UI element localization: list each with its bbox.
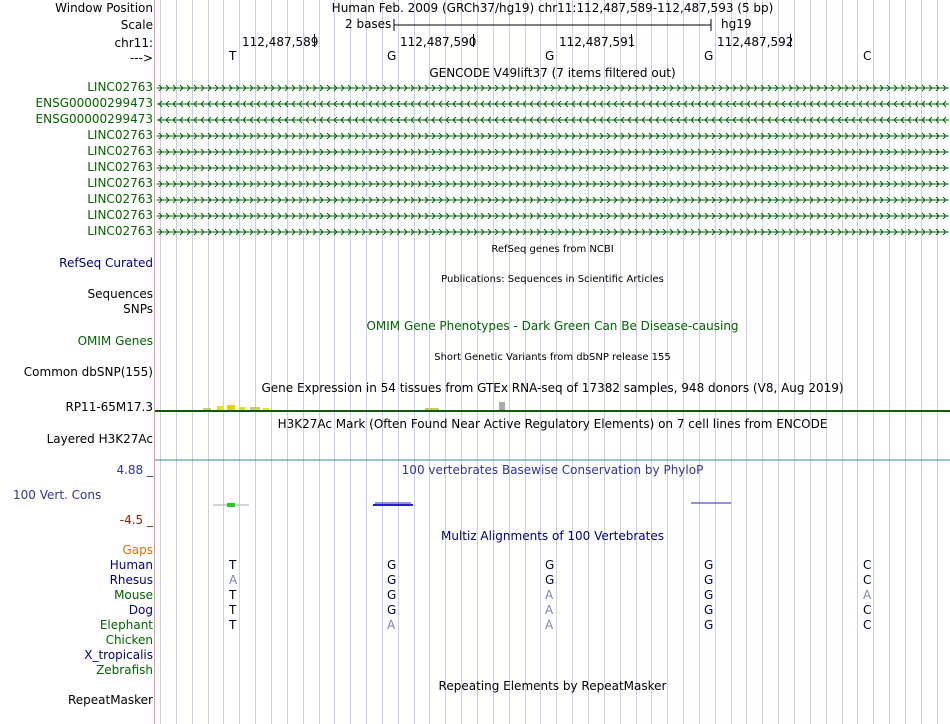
- coord-1: 112,487,590: [400, 35, 477, 49]
- base-3: G: [704, 49, 714, 63]
- multiz-base: G: [704, 618, 714, 632]
- repeatmasker-track-title[interactable]: Repeating Elements by RepeatMasker: [438, 679, 667, 693]
- multiz-base: G: [704, 558, 714, 572]
- gencode-track-label[interactable]: ENSG00000299473: [35, 96, 153, 110]
- refseq-track-title[interactable]: RefSeq genes from NCBI: [491, 244, 614, 255]
- base-4: C: [863, 49, 872, 63]
- gencode-track-label[interactable]: LINC02763: [87, 144, 153, 158]
- coord-ticks: [0, 34, 950, 50]
- multiz-base: G: [704, 603, 714, 617]
- gencode-track-label[interactable]: LINC02763: [87, 80, 153, 94]
- base-1: G: [387, 49, 397, 63]
- gencode-track-label[interactable]: ENSG00000299473: [35, 112, 153, 126]
- gencode-transcript-line[interactable]: [157, 82, 949, 94]
- h3k27ac-track-label[interactable]: Layered H3K27Ac: [46, 432, 153, 446]
- scale-bar: [393, 17, 715, 33]
- coord-3: 112,487,592: [717, 35, 794, 49]
- gencode-transcript-line[interactable]: [157, 146, 949, 158]
- base-2: G: [545, 49, 555, 63]
- multiz-base: G: [387, 588, 397, 602]
- gencode-transcript-line[interactable]: [157, 162, 949, 174]
- publications-sequences-label[interactable]: Sequences: [87, 287, 153, 301]
- window-position-label: Window Position: [55, 1, 153, 15]
- omim-track-title[interactable]: OMIM Gene Phenotypes - Dark Green Can Be Disease-causing: [366, 319, 739, 333]
- multiz-base: G: [387, 558, 397, 572]
- strand-label: --->: [129, 51, 153, 65]
- multiz-base: G: [387, 603, 397, 617]
- multiz-base: A: [229, 573, 238, 587]
- phylop-track-title[interactable]: 100 vertebrates Basewise Conservation by PhyloP: [401, 463, 704, 477]
- gencode-transcript-line[interactable]: [157, 178, 949, 190]
- multiz-base: A: [387, 618, 396, 632]
- phylop-track-label[interactable]: 100 Vert. Cons: [13, 488, 102, 502]
- multiz-track-title[interactable]: Multiz Alignments of 100 Vertebrates: [440, 529, 665, 543]
- refseq-track-label[interactable]: RefSeq Curated: [59, 256, 153, 270]
- multiz-species-label[interactable]: Human: [109, 558, 153, 572]
- gencode-track-title[interactable]: GENCODE V49lift37 (7 items filtered out): [429, 66, 676, 80]
- chrom-label: chr11:: [114, 36, 153, 50]
- gencode-transcript-line[interactable]: [157, 226, 949, 238]
- scale-label: Scale: [120, 18, 153, 32]
- gtex-bars: [155, 400, 950, 416]
- assembly-position-text[interactable]: Human Feb. 2009 (GRCh37/hg19) chr11:112,487,589-112,487,593 (5 bp): [331, 1, 774, 15]
- multiz-species-label[interactable]: Dog: [128, 603, 153, 617]
- multiz-species-label[interactable]: Zebrafish: [96, 663, 153, 677]
- multiz-base: T: [229, 603, 237, 617]
- multiz-base: G: [704, 588, 714, 602]
- multiz-species-label[interactable]: Elephant: [99, 618, 153, 632]
- gencode-transcript-line[interactable]: [157, 194, 949, 206]
- multiz-base: C: [863, 618, 872, 632]
- gencode-transcript-line[interactable]: [157, 98, 949, 110]
- multiz-base: G: [545, 558, 555, 572]
- h3k27ac-track-title[interactable]: H3K27Ac Mark (Often Found Near Active Regulatory Elements) on 7 cell lines from ENCODE: [277, 417, 828, 431]
- gencode-track-label[interactable]: LINC02763: [87, 208, 153, 222]
- gencode-transcript-line[interactable]: [157, 114, 949, 126]
- multiz-base: T: [229, 558, 237, 572]
- dbsnp-track-title[interactable]: Short Genetic Variants from dbSNP release 155: [434, 352, 671, 363]
- multiz-base: A: [863, 588, 872, 602]
- multiz-base: G: [545, 573, 555, 587]
- multiz-species-label[interactable]: Rhesus: [109, 573, 153, 587]
- publications-track-title[interactable]: Publications: Sequences in Scientific Articles: [441, 274, 664, 285]
- multiz-species-label[interactable]: Mouse: [114, 588, 153, 602]
- coord-2: 112,487,591: [559, 35, 636, 49]
- coord-0: 112,487,589: [242, 35, 319, 49]
- gtex-track-title[interactable]: Gene Expression in 54 tissues from GTEx RNA-seq of 17382 samples, 948 donors (V8, Aug 2019): [261, 381, 844, 395]
- multiz-base: A: [545, 603, 554, 617]
- multiz-base: A: [545, 618, 554, 632]
- multiz-base: C: [863, 603, 872, 617]
- multiz-species-label[interactable]: Chicken: [105, 633, 153, 647]
- gencode-track-label[interactable]: LINC02763: [87, 224, 153, 238]
- gencode-transcript-line[interactable]: [157, 210, 949, 222]
- gencode-transcript-line[interactable]: [157, 130, 949, 142]
- gencode-track-label[interactable]: LINC02763: [87, 192, 153, 206]
- repeatmasker-track-label[interactable]: RepeatMasker: [67, 693, 153, 707]
- gtex-track-label[interactable]: RP11-65M17.3: [65, 400, 153, 414]
- multiz-base: A: [545, 588, 554, 602]
- multiz-gaps-label[interactable]: Gaps: [122, 543, 153, 557]
- multiz-species-label[interactable]: X_tropicalis: [84, 648, 153, 662]
- omim-track-label[interactable]: OMIM Genes: [77, 334, 153, 348]
- phylop-signal: [155, 496, 950, 512]
- gencode-track-label[interactable]: LINC02763: [87, 128, 153, 142]
- h3k27ac-signal: [155, 458, 950, 462]
- multiz-base: T: [229, 618, 237, 632]
- scale-db: hg19: [721, 17, 752, 31]
- dbsnp-track-label[interactable]: Common dbSNP(155): [23, 365, 153, 379]
- multiz-base: C: [863, 558, 872, 572]
- gencode-track-label[interactable]: LINC02763: [87, 160, 153, 174]
- multiz-base: T: [229, 588, 237, 602]
- phylop-min-label: -4.5 _: [119, 513, 153, 527]
- publications-snps-label[interactable]: SNPs: [123, 302, 153, 316]
- multiz-base: G: [704, 573, 714, 587]
- base-0: T: [229, 49, 237, 63]
- multiz-base: G: [387, 573, 397, 587]
- scale-text: 2 bases: [345, 17, 392, 31]
- gencode-track-label[interactable]: LINC02763: [87, 176, 153, 190]
- phylop-max-label: 4.88 _: [116, 463, 153, 477]
- multiz-base: C: [863, 573, 872, 587]
